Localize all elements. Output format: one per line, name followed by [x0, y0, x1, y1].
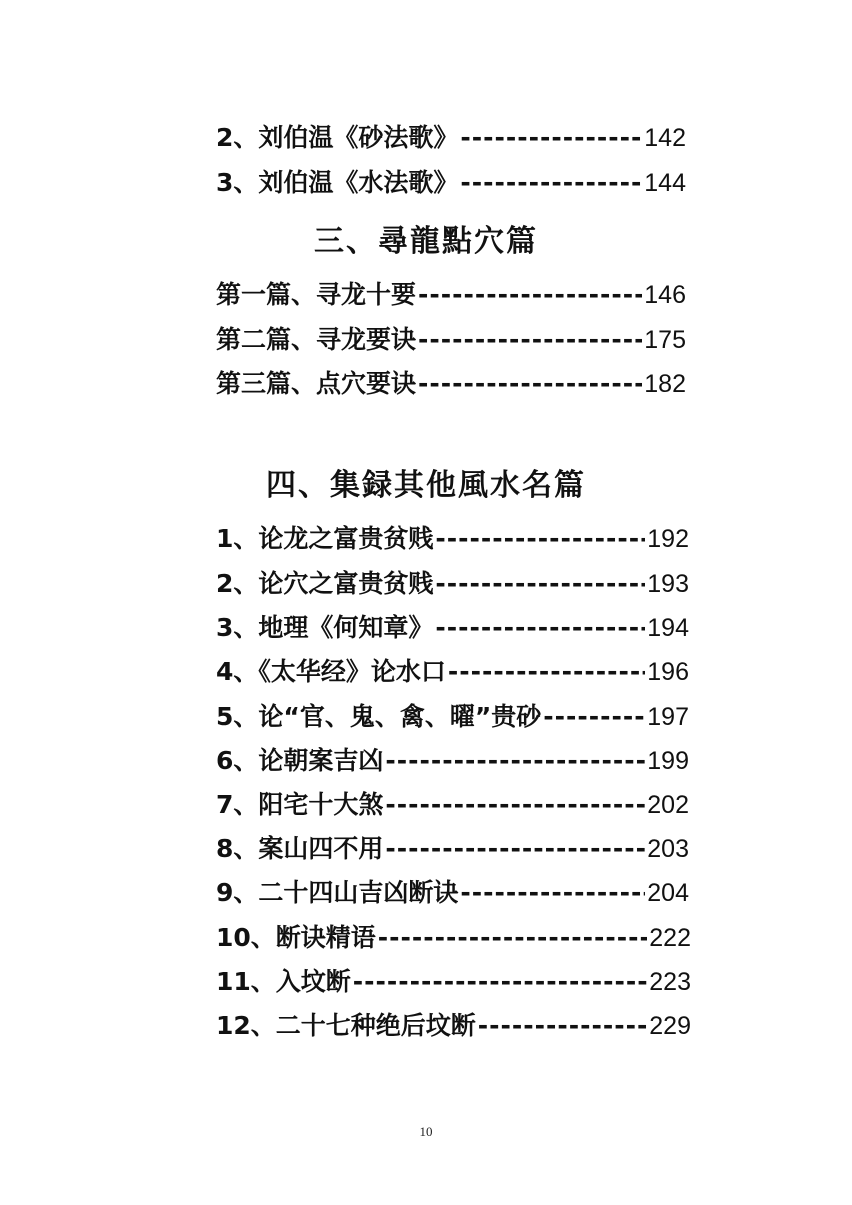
- dot-leader: [378, 923, 647, 952]
- toc-entry-title: 第二篇、寻龙要诀: [216, 325, 417, 354]
- toc-entry-title: 第一篇、寻龙十要: [216, 280, 417, 309]
- toc-entry-page: 192: [647, 525, 689, 553]
- toc-entry: [216, 564, 689, 600]
- toc-entry: [216, 320, 686, 356]
- toc-entry-title: 第三篇、点穴要诀: [216, 369, 417, 398]
- toc-entry-page: 194: [647, 614, 689, 642]
- dot-leader: [353, 967, 647, 996]
- section-heading: 四、集録其他風水名篇: [266, 468, 586, 503]
- dot-leader: [460, 123, 642, 152]
- toc-entry-page: 197: [647, 703, 689, 731]
- toc-entry: [216, 652, 689, 688]
- toc-entry-title: 10、断诀精语: [216, 923, 376, 952]
- toc-entry-page: 182: [644, 370, 686, 398]
- dot-leader: [418, 280, 642, 309]
- toc-entry: [216, 163, 686, 199]
- toc-entry: [216, 785, 689, 821]
- toc-entry-page: 196: [647, 658, 689, 686]
- toc-entry: [216, 608, 689, 644]
- toc-entry-title: 7、阳宅十大煞: [216, 790, 384, 819]
- toc-entry-page: 204: [647, 879, 689, 907]
- toc-entry: [216, 519, 689, 555]
- toc-entry: [216, 918, 691, 954]
- dot-leader: [418, 369, 642, 398]
- toc-entry-page: 202: [647, 791, 689, 819]
- dot-leader: [543, 702, 645, 731]
- toc-entry-page: 203: [647, 835, 689, 863]
- section-heading: 三、尋龍點穴篇: [314, 224, 538, 259]
- toc-entry: [216, 697, 689, 733]
- toc-entry-page: 175: [644, 326, 686, 354]
- toc-entry: [216, 962, 691, 998]
- dot-leader: [385, 834, 645, 863]
- dot-leader: [385, 790, 645, 819]
- toc-entry-page: 142: [644, 124, 686, 152]
- toc-entry-title: 4、《太华经》论水口: [216, 657, 446, 686]
- footer-page-number: 10: [419, 1124, 433, 1139]
- toc-entry-page: 193: [647, 570, 689, 598]
- toc-entry-page: 144: [644, 169, 686, 197]
- toc-entry-page: 146: [644, 281, 686, 309]
- toc-entry: [216, 873, 689, 909]
- toc-entry-page: 199: [647, 747, 689, 775]
- toc-entry: [216, 741, 689, 777]
- toc-entry-title: 1、论龙之富贵贫贱: [216, 524, 434, 553]
- toc-entry-title: 3、地理《何知章》: [216, 613, 434, 642]
- toc-entry: [216, 1006, 691, 1042]
- dot-leader: [418, 325, 642, 354]
- toc-entry-title: 12、二十七种绝后坟断: [216, 1011, 476, 1040]
- toc-entry-title: 3、刘伯温《水法歌》: [216, 168, 459, 197]
- toc-entry-title: 6、论朝案吉凶: [216, 746, 384, 775]
- dot-leader: [460, 878, 645, 907]
- toc-entry-title: 5、论“官、鬼、禽、曜”贵砂: [216, 702, 542, 731]
- toc-entry-title: 11、入坟断: [216, 967, 351, 996]
- toc-entry-page: 222: [649, 924, 691, 952]
- dot-leader: [435, 569, 645, 598]
- dot-leader: [435, 613, 645, 642]
- toc-entry-page: 223: [649, 968, 691, 996]
- toc-entry: [216, 118, 686, 154]
- toc-entry-page: 229: [649, 1012, 691, 1040]
- dot-leader: [460, 168, 642, 197]
- toc-entry: [216, 829, 689, 865]
- dot-leader: [435, 524, 645, 553]
- toc-entry: [216, 364, 686, 400]
- toc-entry-title: 2、刘伯温《砂法歌》: [216, 123, 459, 152]
- dot-leader: [385, 746, 645, 775]
- toc-entry-title: 8、案山四不用: [216, 834, 384, 863]
- toc-entry: [216, 275, 686, 311]
- toc-entry-title: 9、二十四山吉凶断诀: [216, 878, 459, 907]
- dot-leader: [478, 1011, 647, 1040]
- toc-entry-title: 2、论穴之富贵贫贱: [216, 569, 434, 598]
- dot-leader: [448, 657, 645, 686]
